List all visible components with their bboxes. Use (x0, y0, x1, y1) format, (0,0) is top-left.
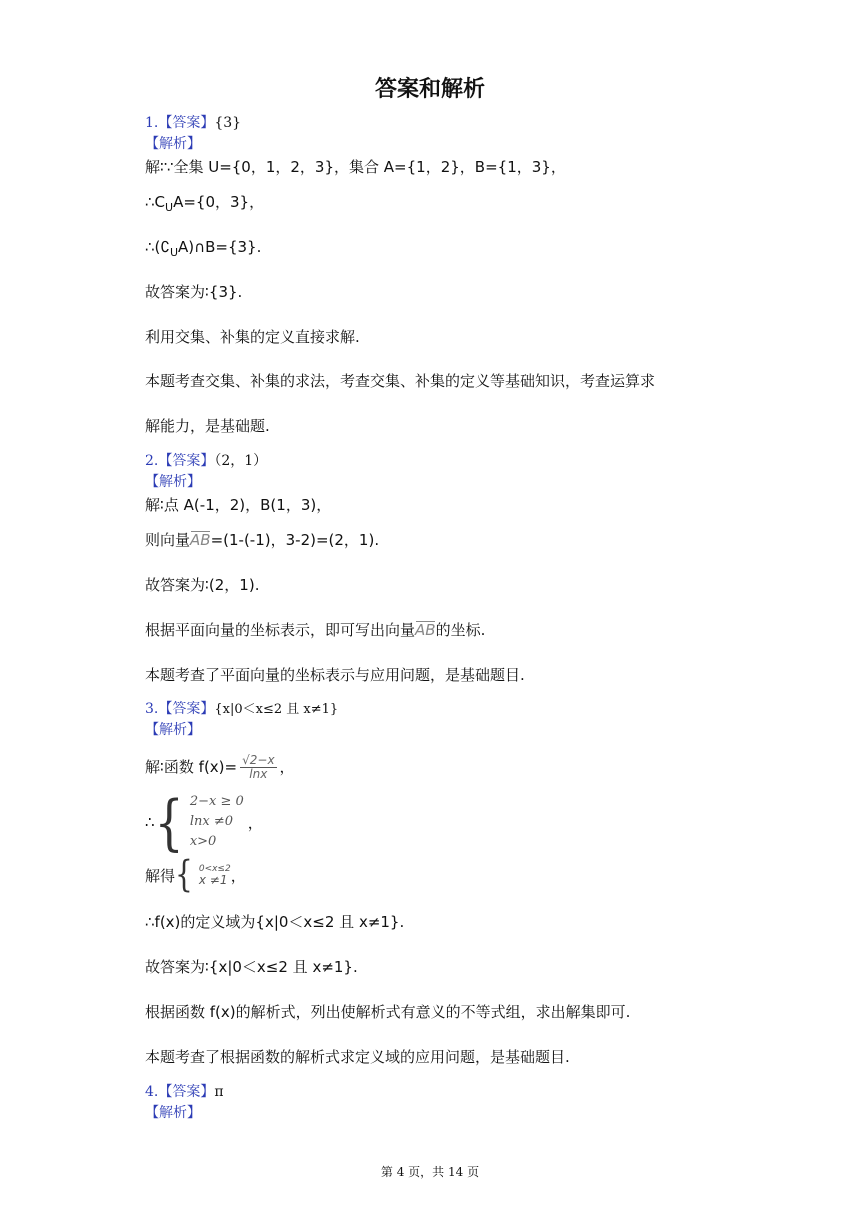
solution-tail: ， (230, 866, 246, 885)
page-footer: 第 4 页，共 14 页 (380, 1165, 480, 1179)
q1-line-2-a: ∴C (145, 193, 166, 211)
q4-label: 4.【答案】 (145, 1084, 215, 1100)
q3-answer: {x|0＜x≤2 且 x≠1} (214, 702, 339, 717)
therefore-symbol: ∴ (145, 813, 155, 831)
system-row: x>0 (189, 834, 217, 849)
vector-ab: AB (190, 531, 211, 549)
q2-line-2-b: =(1-(-1)，3-2)=(2，1). (210, 531, 380, 549)
q3-line-3-a: 解得 (145, 866, 176, 885)
q3-line-1-b: ， (279, 758, 295, 776)
q3-line-1-a: 解∶函数 f(x)= (145, 758, 238, 776)
q2-line-4-a: 根据平面向量的坐标表示，即可写出向量 (145, 621, 416, 639)
q1-line-3-sub: U (169, 246, 179, 259)
q2-line-2 (145, 530, 379, 550)
fraction-numerator: √2−x (242, 753, 275, 767)
q1-line-2-sub: U (165, 201, 174, 214)
fraction-denominator: lnx (249, 767, 268, 781)
system-tail: ， (247, 813, 263, 832)
q4-analysis-label: 【解析】 (145, 1105, 201, 1121)
inequality-system (145, 786, 263, 858)
solution-row: x ≠1 (198, 873, 228, 887)
q1-line-7: 解能力，是基础题. (145, 417, 270, 435)
q3-line-5: 故答案为∶{x|0＜x≤2 且 x≠1}. (145, 958, 358, 976)
q3-line-7: 本题考查了根据函数的解析式求定义域的应用问题，是基础题目. (145, 1048, 570, 1066)
q2-line-5: 本题考查了平面向量的坐标表示与应用问题，是基础题目. (145, 666, 525, 684)
system-row: lnx ≠0 (189, 814, 233, 829)
left-brace-small: { (175, 852, 193, 896)
solution-row: 0<x≤2 (198, 864, 231, 874)
q1-line-4: 故答案为∶{3}. (145, 283, 243, 301)
q1-line-1: 解∶∵全集 U={0，1，2，3}，集合 A={1，2}，B={1，3}， (145, 158, 566, 176)
solution-system (145, 852, 246, 896)
q1-answer: {3} (214, 115, 242, 131)
q2-line-2-a: 则向量 (145, 531, 191, 549)
page-title: 答案和解析 (374, 77, 485, 102)
q2-answer-line (145, 451, 267, 471)
q2-label: 2.【答案】 (145, 453, 215, 469)
q3-line-6: 根据函数 f(x)的解析式，列出使解析式有意义的不等式组，求出解集即可. (145, 1003, 631, 1021)
q3-label: 3.【答案】 (145, 701, 215, 717)
q1-line-6: 本题考查交集、补集的求法，考查交集、补集的定义等基础知识，考查运算求 (145, 372, 656, 390)
q3-answer-line (145, 699, 338, 720)
q2-analysis-label: 【解析】 (145, 474, 201, 490)
q3-line-4: ∴f(x)的定义域为{x|0＜x≤2 且 x≠1}. (145, 913, 405, 931)
q2-line-1: 解∶点 A(-1，2)，B(1，3)， (145, 496, 332, 514)
q2-answer: （2，1） (214, 453, 268, 469)
q1-line-5: 利用交集、补集的定义直接求解. (145, 328, 360, 346)
system-row: 2−x ≥ 0 (189, 794, 244, 809)
q1-analysis-label: 【解析】 (145, 136, 201, 152)
system-rows (190, 792, 244, 852)
q1-line-3-b: A)∩B={3}. (178, 238, 262, 256)
left-brace: { (154, 786, 184, 858)
q2-line-3: 故答案为∶(2，1). (145, 576, 260, 594)
q4-answer: π (214, 1084, 224, 1100)
fraction (240, 754, 276, 781)
vector-ab-2: AB (415, 621, 436, 639)
solution-rows (199, 864, 231, 886)
q1-line-2 (145, 192, 264, 218)
q2-line-4-b: 的坐标. (435, 621, 486, 639)
q3-line-1 (145, 752, 295, 782)
q1-label: 1.【答案】 (145, 115, 215, 131)
q3-analysis-label: 【解析】 (145, 722, 201, 738)
q1-answer-line (145, 113, 241, 133)
q1-line-3-a: ∴(∁ (145, 238, 170, 256)
q4-answer-line (145, 1082, 224, 1102)
q1-line-2-b: A={0，3}， (173, 193, 265, 211)
q2-line-4 (145, 620, 485, 640)
q1-line-3 (145, 237, 261, 263)
